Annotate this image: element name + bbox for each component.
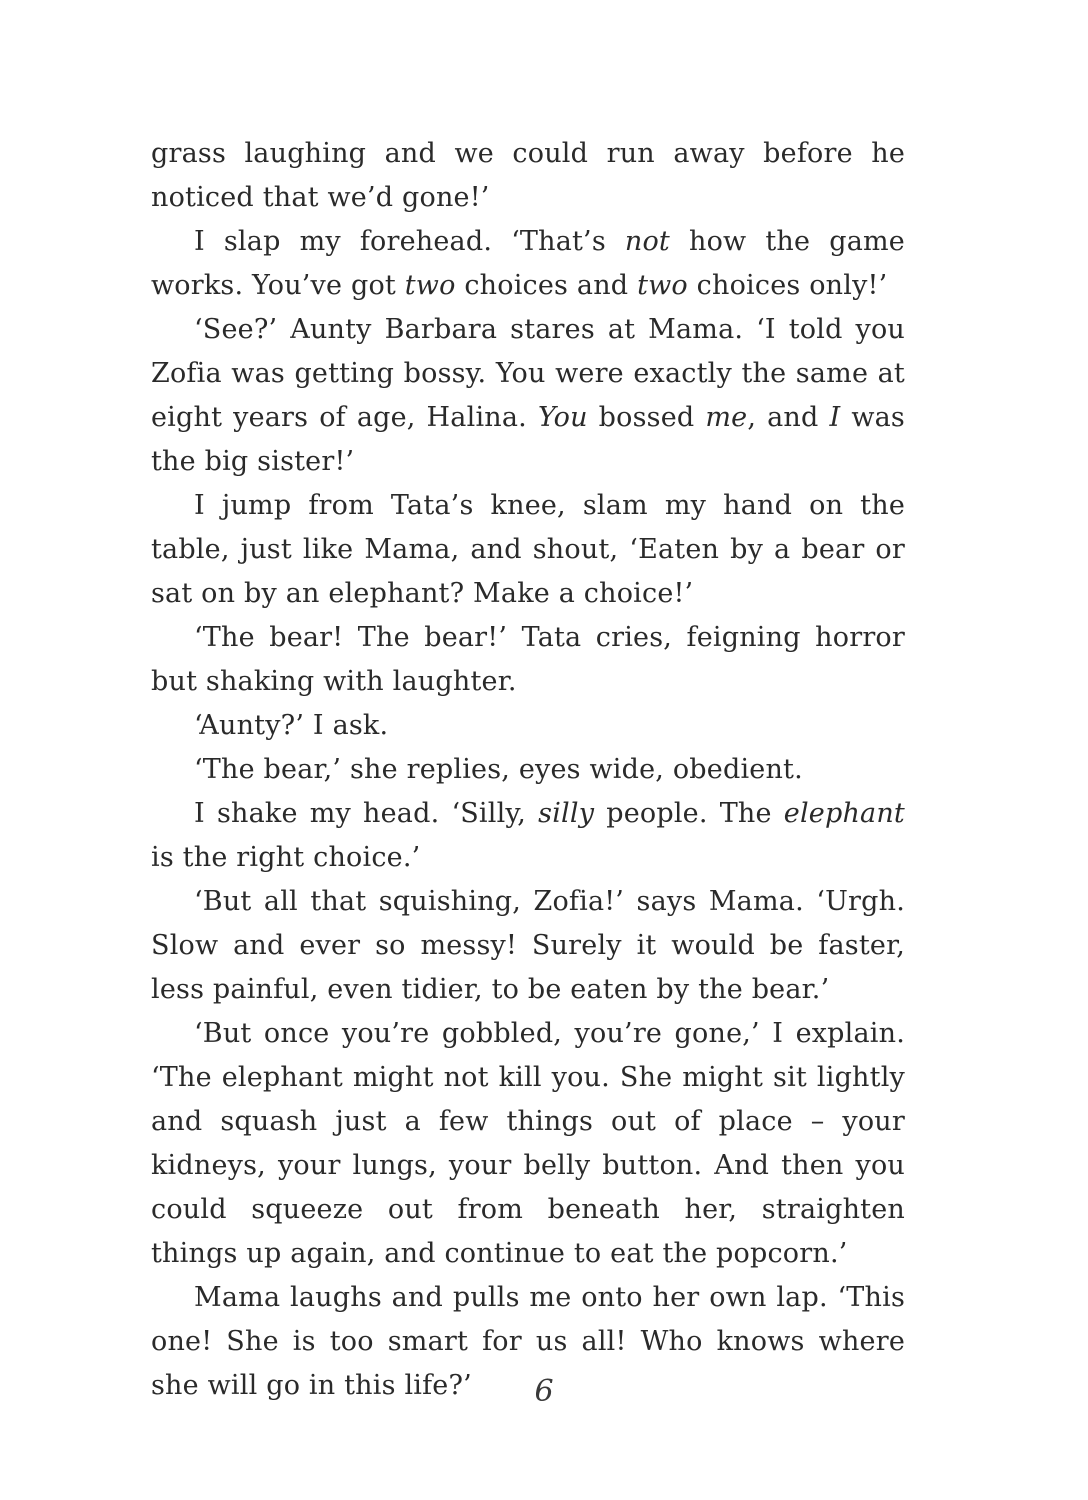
italic-text: silly xyxy=(538,798,595,829)
text-run: ‘Aunty?’ I ask. xyxy=(194,710,389,741)
italic-text: You xyxy=(537,402,588,433)
text-run: , and xyxy=(747,402,830,433)
italic-text: two xyxy=(404,270,456,301)
text-run: Mama laughs and pulls me onto her own lap. ‘This one! She is too smart for us all! Who knows where she will go in this life?’ xyxy=(151,1282,905,1401)
text-run: grass laughing and we could run away before he noticed that we’d gone!’ xyxy=(151,138,905,213)
paragraph xyxy=(151,484,905,616)
paragraph xyxy=(151,308,905,484)
paragraph xyxy=(151,220,905,308)
text-run: is the right choice.’ xyxy=(151,842,421,873)
text-run: I jump from Tata’s knee, slam my hand on the table, just like Mama, and shout, ‘Eaten by a bear or sat on by an elephant? Make a choice!’ xyxy=(151,490,905,609)
book-page-body xyxy=(151,132,905,1408)
text-run: I slap my forehead. ‘That’s xyxy=(194,226,625,257)
text-run: ‘The bear,’ she replies, eyes wide, obedient. xyxy=(194,754,803,785)
paragraph xyxy=(151,1012,905,1276)
paragraph xyxy=(151,880,905,1012)
text-run: ‘The bear! The bear!’ Tata cries, feigning horror but shaking with laughter. xyxy=(151,622,905,697)
italic-text: not xyxy=(624,226,670,257)
italic-text: two xyxy=(637,270,688,301)
text-run: ‘But once you’re gobbled, you’re gone,’ I explain. ‘The elephant might not kill you. She might sit lightly and squash just a few things out of place – your kidneys, your lungs, your belly button. And then you could squeeze out from beneath her, straighten things up again, and continue to eat the popcorn.’ xyxy=(151,1018,905,1269)
paragraph xyxy=(151,704,905,748)
paragraph xyxy=(151,616,905,704)
italic-text: elephant xyxy=(783,798,905,829)
text-run: choices and xyxy=(455,270,638,301)
text-run: how the game works. You’ve got xyxy=(151,226,905,301)
paragraph xyxy=(151,792,905,880)
text-run: I shake my head. ‘Silly, xyxy=(194,798,539,829)
text-run: bossed xyxy=(587,402,706,433)
text-run: people. The xyxy=(594,798,784,829)
paragraph xyxy=(151,132,905,220)
text-run: was the big sister!’ xyxy=(151,402,905,477)
italic-text: I xyxy=(829,402,841,433)
text-run: ‘But all that squishing, Zofia!’ says Mama. ‘Urgh. Slow and ever so messy! Surely it would be faster, less painful, even tidier, to be eaten by the bear.’ xyxy=(151,886,905,1005)
text-run: ‘See?’ Aunty Barbara stares at Mama. ‘I told you Zofia was getting bossy. You were exactly the same at eight years of age, Halina. xyxy=(151,314,905,433)
italic-text: me xyxy=(705,402,748,433)
page-number: 6 xyxy=(534,1374,554,1409)
text-run: choices only!’ xyxy=(687,270,888,301)
paragraph xyxy=(151,748,905,792)
